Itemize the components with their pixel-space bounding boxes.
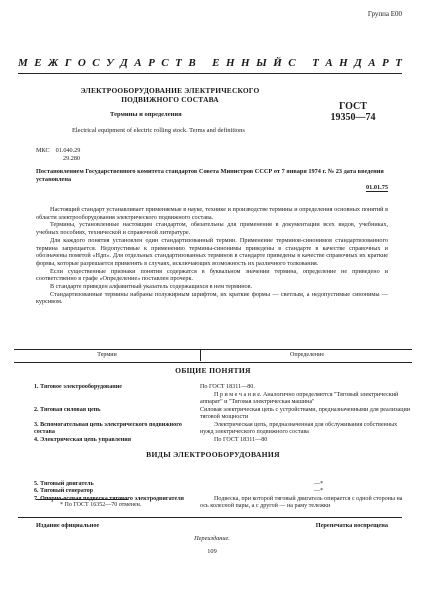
banner-letter: С	[161, 57, 169, 69]
gost-number: 19350—74	[330, 112, 376, 123]
title-line-2: ПОДВИЖНОГО СОСТАВА	[121, 95, 219, 104]
banner-letter: Ы	[256, 57, 267, 69]
banner-letter: Н	[225, 57, 235, 69]
definition: Электрическая цепь, предназначенная для обслуживания собственных нужд электрического подвижного состава	[200, 422, 398, 436]
page-number: 109	[207, 548, 217, 555]
footnote: * По ГОСТ 16352—70 отменен.	[60, 502, 142, 508]
table-header	[14, 349, 412, 363]
terms-table	[14, 349, 412, 513]
paragraph: Настоящий стандарт устанавливает применяемые в науке, технике и производстве термины и определения основных понятий в области электрооборудования электрического подвижного состава.	[36, 206, 388, 221]
group-code: Группа Е00	[367, 10, 402, 18]
reissue-note: Переиздание.	[194, 535, 230, 542]
banner-letter: Ж	[48, 57, 59, 69]
banner-letter: А	[325, 57, 333, 69]
paragraph: Если существенные признаки понятия содержатся в буквальном значении термина, определение не приведено и соответственно в графе «Определение» поставлен прочерк.	[36, 267, 388, 283]
standard-title	[50, 86, 290, 104]
footnote-divider	[36, 499, 128, 500]
banner-letter: В	[188, 57, 196, 69]
banner-letter: Г	[64, 57, 72, 69]
banner-letter: Й	[273, 57, 282, 69]
banner-letter: О	[77, 57, 86, 69]
mks-label: МКС	[36, 147, 50, 154]
definition: —*	[314, 488, 324, 494]
footer-divider	[18, 517, 402, 518]
interstate-standard-banner	[18, 57, 402, 69]
definition: По ГОСТ 18311—80	[214, 437, 268, 443]
banner-letter: С	[92, 57, 100, 69]
title-line-1: ЭЛЕКТРООБОРУДОВАНИЕ ЭЛЕКТРИЧЕСКОГО	[80, 86, 260, 95]
mks-code-2: 29.280	[63, 154, 81, 162]
term: 7. Опорно-осевая подвеска тягового электродвигателя	[34, 496, 184, 502]
definition: —*	[314, 481, 324, 487]
paragraph: Для каждого понятия установлен один стандартизованный термин. Применение терминов-синонимов стандартизованного термина запрещается. Недопустимые к применению термины-синонимы приведены в стандарте в качестве справочных и обозначены пометой «Ндп». Для отдельных стандартизованных терминов в стандарте приведены в качестве справочных их краткие формы, которые разрешается применять в случаях, исключающих возможность их различного толкования.	[36, 236, 388, 267]
decree-text: Постановлением Государственного комитета стандартов Совета Министров СССР от 7 января 1974 г. № 23 дата введения установлена	[36, 168, 384, 183]
column-header-definition: Определение	[200, 350, 413, 361]
intro-text	[36, 206, 388, 306]
banner-letter: Е	[34, 57, 42, 69]
banner-letter: М	[18, 57, 28, 69]
term: 6. Тяговый генератор	[34, 488, 94, 494]
column-header-term: Термин	[97, 352, 117, 358]
banner-letter: А	[134, 57, 142, 69]
gost-label: ГОСТ	[339, 101, 367, 112]
banner-letter: Д	[120, 57, 128, 69]
reprint-prohibited: Перепечатка воспрещена	[315, 522, 388, 529]
section-heading-equipment-types: ВИДЫ ЭЛЕКТРООБОРУДОВАНИЯ	[146, 450, 280, 459]
definition: Силовая электрическая цепь с устройствами, предназначенными для реализации тяговой мощности	[200, 407, 410, 421]
banner-letter: С	[288, 57, 296, 69]
definition: По ГОСТ 18311—80.	[200, 384, 255, 390]
term: 1. Тяговое электрооборудование	[34, 384, 122, 390]
term: 2. Тяговая силовая цепь	[34, 407, 101, 413]
banner-letter: У	[106, 57, 114, 69]
banner-letter: Н	[241, 57, 250, 69]
paragraph: Термины, установленные настоящим стандартом, обязательны для применения в документации всех видов, учебниках, учебных пособиях, технической и справочной литературе.	[36, 221, 388, 237]
mks-codes	[36, 147, 80, 162]
banner-letter: Т	[175, 57, 182, 69]
introduction-date: 01.01.75	[365, 184, 388, 191]
section-heading-general: ОБЩИЕ ПОНЯТИЯ	[175, 366, 251, 375]
banner-letter: А	[368, 57, 376, 69]
official-edition: Издание официальное	[36, 522, 100, 529]
definition-note: П р и м е ч а н и е. Аналогично определяются "Тяговый электрический аппарат" и "Тяговая электрическая машина"	[200, 392, 399, 406]
header-divider	[18, 73, 402, 74]
term: 3. Вспомогательная цепь электрического подвижного состава	[34, 422, 182, 436]
banner-letter: Т	[395, 57, 402, 69]
banner-letter: Р	[382, 57, 389, 69]
banner-letter: Е	[212, 57, 220, 69]
standard-subtitle: Термины и определения	[110, 111, 182, 118]
banner-letter: Т	[312, 57, 319, 69]
term: 4. Электрическая цепь управления	[34, 437, 132, 443]
banner-letter: Н	[339, 57, 348, 69]
gost-designation	[318, 101, 388, 123]
banner-letter: Р	[148, 57, 155, 69]
mks-code-1: 01.040.29	[55, 147, 81, 154]
definition: Подвеска, при которой тяговый двигатель опирается с одной стороны на ось колесной пары, а с другой — на раму тележки	[200, 496, 403, 510]
banner-letter: Д	[354, 57, 362, 69]
paragraph: В стандарте приведен алфавитный указатель содержащихся в нем терминов.	[50, 283, 253, 291]
term: 5. Тяговый двигатель	[34, 481, 94, 487]
paragraph: Стандартизованные термины набраны полужирным шрифтом, их краткие формы — светлым, а недопустимые синонимы — курсивом.	[36, 290, 388, 306]
english-title: Electrical equipment of electric rolling stock. Terms and definitions	[72, 127, 245, 134]
